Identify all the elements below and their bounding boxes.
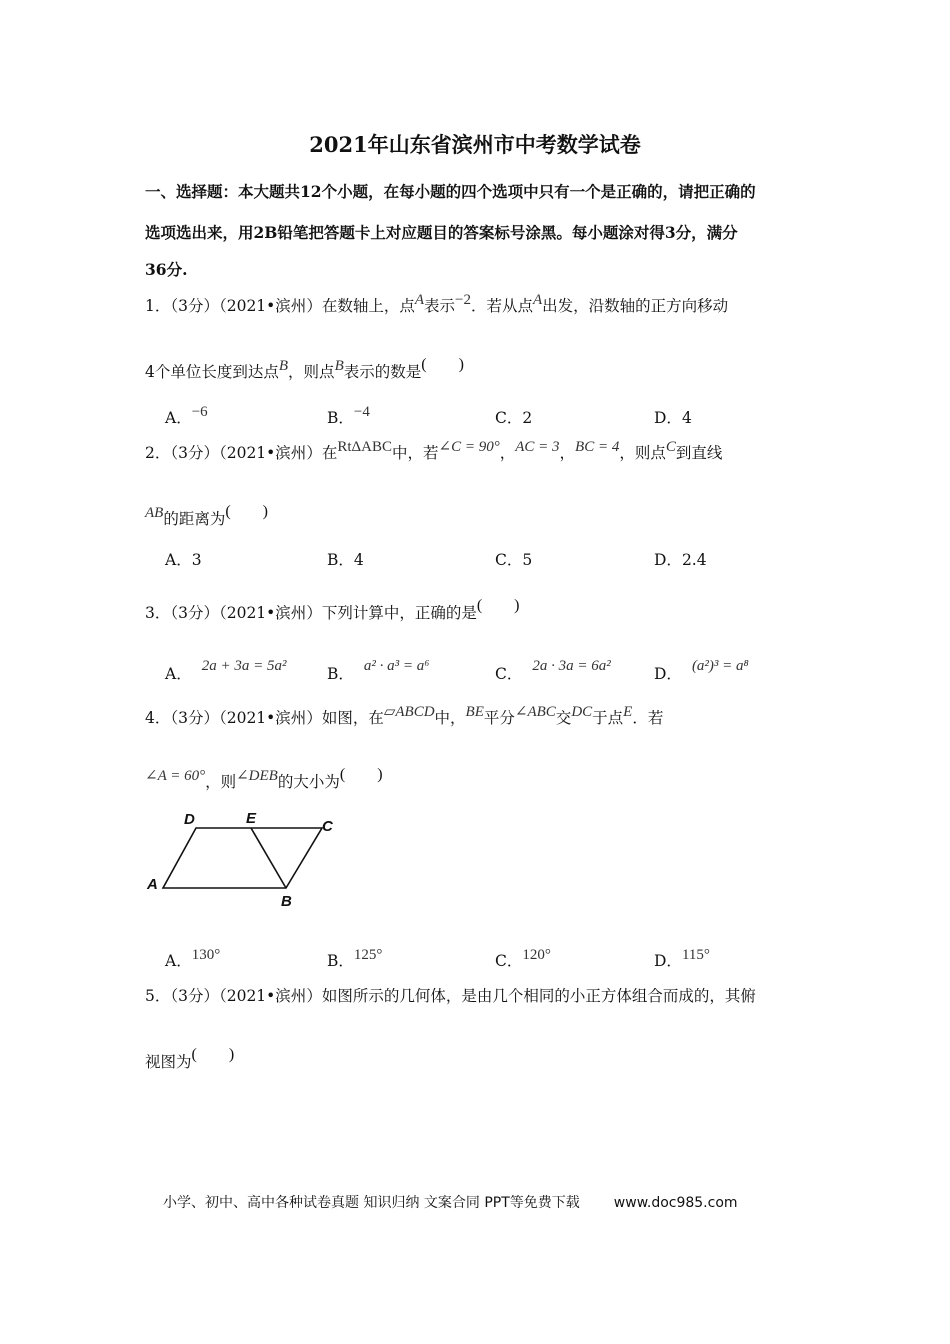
q2-condition-2: AC = 3 <box>515 439 560 455</box>
option-value: −6 <box>191 404 208 420</box>
option-value: 2a + 3a = 5a² <box>201 658 287 674</box>
option-label: A． <box>165 551 192 569</box>
q3-text: 3．（3分）（2021•滨州）下列计算中，正确的是 <box>145 604 477 622</box>
q2-option-d <box>654 548 707 570</box>
question-1-line-1 <box>145 294 728 316</box>
q4-angle-a: ∠A = 60° <box>145 768 206 784</box>
q4-text-4: 于点 <box>592 709 624 727</box>
option-value: 5 <box>522 551 533 569</box>
q4-text-5: ．若 <box>632 709 664 727</box>
q1-text-3: 出发，沿数轴的正方向移动 <box>542 297 729 315</box>
option-value: 4 <box>353 551 364 569</box>
option-label: A． <box>165 952 192 970</box>
option-value: 115° <box>681 947 710 963</box>
option-value: 120° <box>522 947 551 963</box>
q4-parallelogram: ▱ABCD <box>383 704 435 720</box>
q3-answer-paren: ( ) <box>476 597 520 614</box>
option-label: D． <box>654 551 682 569</box>
label-a: A <box>147 876 158 893</box>
q1-option-b <box>327 406 370 428</box>
q1-value: −2 <box>455 292 471 308</box>
q2-text-3: 到直线 <box>675 444 723 462</box>
q5-answer-paren: ( ) <box>191 1046 235 1063</box>
q5-line2-text: 视图为 <box>145 1053 192 1071</box>
q4-option-a <box>165 949 220 971</box>
q1-point-b-2: B <box>334 358 344 374</box>
label-d: D <box>184 811 195 828</box>
q1-point-b: B <box>278 358 289 374</box>
q2-text: 中，若 <box>392 444 439 462</box>
q2-comma: ， <box>499 444 516 462</box>
option-value: 2.4 <box>681 551 707 569</box>
q1-text-2: ．若从点 <box>470 297 533 315</box>
q1-answer-paren: ( ) <box>421 356 464 373</box>
q4-segment-be: BE <box>465 704 484 720</box>
q1-point-a-2: A <box>533 292 543 308</box>
q4-text: 中， <box>434 709 466 727</box>
q1-option-a <box>165 406 208 428</box>
label-e: E <box>246 810 257 827</box>
option-value: −4 <box>353 404 370 420</box>
page-footer <box>163 1192 738 1212</box>
question-5-line-2 <box>145 1046 235 1072</box>
option-value: 3 <box>191 551 202 569</box>
q1-option-c <box>495 406 532 428</box>
section-header-line-1: 一、选择题：本大题共12个小题，在每小题的四个选项中只有一个是正确的，请把正确的 <box>145 182 756 201</box>
section-header-line-3: 36分. <box>145 260 188 279</box>
q4-angle-deb: ∠DEB <box>236 768 278 784</box>
q4-segment-dc: DC <box>571 704 593 720</box>
q3-option-b <box>327 658 430 684</box>
option-value: 125° <box>353 947 383 963</box>
q2-option-b <box>327 548 364 570</box>
option-label: C． <box>495 409 523 427</box>
q1-text: 表示 <box>424 297 456 315</box>
option-value: 2a · 3a = 6a² <box>532 658 611 674</box>
option-label: D． <box>654 409 682 427</box>
q2-comma-2: ， <box>559 444 576 462</box>
q1-line2-text-3: 表示的数是 <box>343 363 422 381</box>
q4-line2-text-2: 的大小为 <box>277 773 340 791</box>
q2-option-a <box>165 548 202 570</box>
option-label: A． <box>165 409 192 427</box>
question-3 <box>145 597 520 623</box>
parallelogram-figure <box>140 806 350 916</box>
q2-line2-text: 的距离为 <box>163 510 226 528</box>
segment-be <box>251 828 286 888</box>
q1-line2-text-2: ，则点 <box>288 363 335 381</box>
option-label: B． <box>327 665 354 683</box>
parallelogram-abcd <box>163 828 322 888</box>
q1-prefix: 1．（3分）（2021•滨州）在数轴上，点 <box>145 297 415 315</box>
q3-option-d <box>654 658 749 684</box>
q4-text-2: 平分 <box>483 709 515 727</box>
q2-point-c: C <box>665 439 676 455</box>
q4-answer-paren: ( ) <box>339 766 383 783</box>
footer-text: 小学、初中、高中各种试卷真题 知识归纳 文案合同 PPT等免费下载 <box>163 1195 580 1211</box>
option-label: D． <box>654 952 682 970</box>
q4-point-e: E <box>623 704 633 720</box>
q2-triangle: RtΔABC <box>337 439 392 455</box>
footer-url: www.doc985.com <box>613 1195 738 1211</box>
q2-condition-1: ∠C = 90° <box>438 439 500 455</box>
label-c: C <box>322 818 333 835</box>
q4-angle-abc: ∠ABC <box>514 704 556 720</box>
option-label: A． <box>165 665 192 683</box>
q2-text-2: ，则点 <box>619 444 666 462</box>
q4-option-d <box>654 949 710 971</box>
q4-line2-text: ，则 <box>205 773 237 791</box>
option-value: 130° <box>191 947 221 963</box>
option-value: (a²)³ = a⁸ <box>691 658 749 674</box>
q2-condition-3: BC = 4 <box>575 439 620 455</box>
q2-line-ab: AB <box>145 505 164 521</box>
label-b: B <box>281 893 292 910</box>
option-value: 2 <box>522 409 533 427</box>
q2-option-c <box>495 548 532 570</box>
option-value: 4 <box>681 409 692 427</box>
q4-prefix: 4．（3分）（2021•滨州）如图，在 <box>145 709 384 727</box>
option-label: C． <box>495 952 523 970</box>
question-1-line-2 <box>145 356 464 382</box>
q1-line2-text: 4个单位长度到达点 <box>145 363 279 381</box>
q4-text-3: 交 <box>555 709 572 727</box>
question-5-line-1: 5．（3分）（2021•滨州）如图所示的几何体，是由几个相同的小正方体组合而成的，其俯 <box>145 987 756 1005</box>
q2-answer-paren: ( ) <box>225 503 269 520</box>
option-label: D． <box>654 665 682 683</box>
option-label: B． <box>327 551 354 569</box>
question-4-line-2 <box>145 766 383 792</box>
q4-option-b <box>327 949 382 971</box>
q1-option-d <box>654 406 692 428</box>
q4-option-c <box>495 949 551 971</box>
option-label: C． <box>495 665 523 683</box>
option-label: B． <box>327 952 354 970</box>
q1-point-a: A <box>414 292 424 308</box>
option-value: a² · a³ = a⁶ <box>363 658 430 674</box>
option-label: C． <box>495 551 523 569</box>
q3-option-c <box>495 658 611 684</box>
q2-prefix: 2．（3分）（2021•滨州）在 <box>145 444 338 462</box>
question-4-line-1 <box>145 706 663 728</box>
question-2-line-2 <box>145 503 269 529</box>
section-header-line-2: 选项选出来，用2B铅笔把答题卡上对应题目的答案标号涂黑。每小题涂对得3分，满分 <box>145 223 738 242</box>
q3-option-a <box>165 658 287 684</box>
page-title: 2021年山东省滨州市中考数学试卷 <box>309 132 641 157</box>
question-2-line-1 <box>145 441 722 463</box>
option-label: B． <box>327 409 354 427</box>
